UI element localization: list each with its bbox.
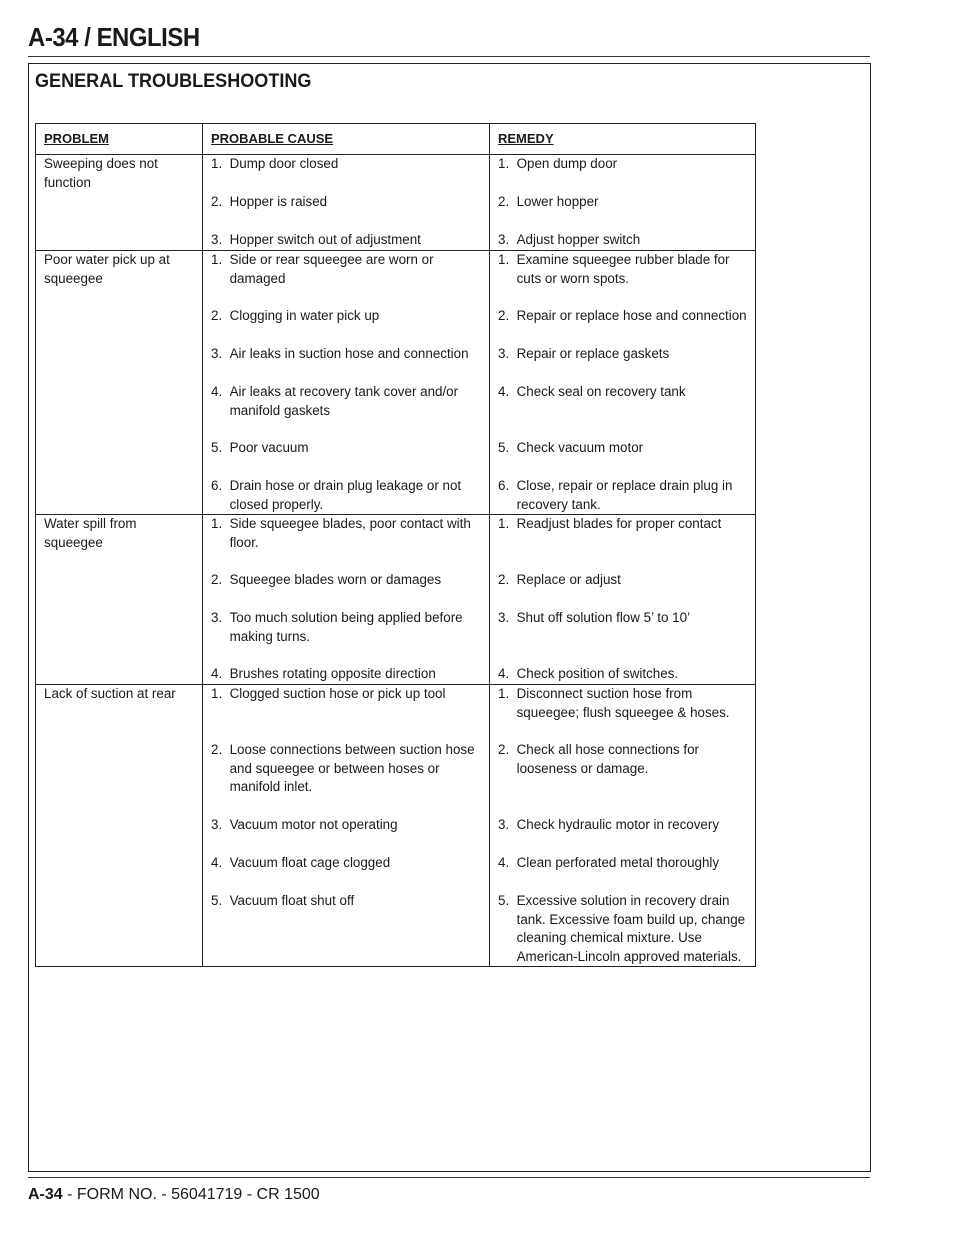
probable-cause-cell bbox=[203, 251, 490, 515]
remedy-item: 4. Check position of switches. bbox=[498, 666, 679, 681]
remedy-item: 6. Close, repair or replace drain plug in recovery tank. bbox=[498, 478, 733, 512]
cause-item: 1. Side or rear squeegee are worn or damaged bbox=[211, 252, 434, 286]
cause-item: 1. Side squeegee blades, poor contact with floor. bbox=[211, 516, 471, 550]
page-footer bbox=[28, 1186, 320, 1204]
remedy-item: 3. Repair or replace gaskets bbox=[498, 346, 670, 361]
cause-item: 2. Squeegee blades worn or damages bbox=[211, 572, 442, 587]
probable-cause-cell bbox=[203, 685, 490, 967]
problem-cell: Poor water pick up at squeegee bbox=[36, 251, 203, 515]
remedy-item: 1. Examine squeegee rubber blade for cuts or worn spots. bbox=[498, 252, 730, 286]
remedy-item: 1. Readjust blades for proper contact bbox=[498, 516, 722, 531]
cause-item: 3. Hopper switch out of adjustment bbox=[211, 232, 421, 247]
remedy-cell bbox=[490, 515, 756, 685]
cause-item: 1. Clogged suction hose or pick up tool bbox=[211, 686, 446, 701]
remedy-cell bbox=[490, 251, 756, 515]
remedy-cell bbox=[490, 155, 756, 251]
remedy-item: 3. Shut off solution flow 5’ to 10’ bbox=[498, 610, 691, 625]
table-row bbox=[36, 155, 756, 251]
footer-divider bbox=[28, 1177, 870, 1178]
page-title: A-34 / ENGLISH bbox=[28, 22, 200, 52]
cause-item: 5. Poor vacuum bbox=[211, 440, 309, 455]
problem-cell: Water spill from squeegee bbox=[36, 515, 203, 685]
table-row bbox=[36, 251, 756, 515]
table-row bbox=[36, 685, 756, 967]
remedy-item: 5. Check vacuum motor bbox=[498, 440, 644, 455]
cause-item: 2. Clogging in water pick up bbox=[211, 308, 380, 323]
cause-item: 3. Air leaks in suction hose and connection bbox=[211, 346, 469, 361]
remedy-cell bbox=[490, 685, 756, 967]
column-header-probable-cause: PROBABLE CAUSE bbox=[203, 124, 490, 155]
cause-item: 3. Too much solution being applied before making turns. bbox=[211, 610, 463, 644]
remedy-item: 2. Lower hopper bbox=[498, 194, 599, 209]
footer-form-number: - FORM NO. - 56041719 - CR 1500 bbox=[62, 1186, 320, 1203]
remedy-item: 2. Replace or adjust bbox=[498, 572, 621, 587]
remedy-item: 3. Adjust hopper switch bbox=[498, 232, 641, 247]
remedy-item: 4. Clean perforated metal thoroughly bbox=[498, 855, 720, 870]
cause-item: 4. Vacuum float cage clogged bbox=[211, 855, 391, 870]
footer-page-number: A-34 bbox=[28, 1186, 63, 1203]
cause-item: 2. Loose connections between suction hose and squeegee or between hoses or manifold inlet. bbox=[211, 742, 475, 794]
problem-cell: Lack of suction at rear bbox=[36, 685, 203, 967]
column-header-problem: PROBLEM bbox=[36, 124, 203, 155]
section-title: GENERAL TROUBLESHOOTING bbox=[35, 71, 312, 92]
header-divider bbox=[28, 56, 870, 57]
column-header-remedy: REMEDY bbox=[490, 124, 756, 155]
remedy-item: 4. Check seal on recovery tank bbox=[498, 384, 686, 399]
cause-item: 6. Drain hose or drain plug leakage or not closed properly. bbox=[211, 478, 462, 512]
cause-item: 3. Vacuum motor not operating bbox=[211, 817, 398, 832]
remedy-item: 1. Open dump door bbox=[498, 156, 618, 171]
remedy-item: 3. Check hydraulic motor in recovery bbox=[498, 817, 720, 832]
remedy-item: 2. Check all hose connections for looseness or damage. bbox=[498, 742, 699, 776]
remedy-item: 1. Disconnect suction hose from squeegee; flush squeegee & hoses. bbox=[498, 686, 730, 720]
problem-cell: Sweeping does not function bbox=[36, 155, 203, 251]
table-row bbox=[36, 515, 756, 685]
cause-item: 2. Hopper is raised bbox=[211, 194, 328, 209]
probable-cause-cell bbox=[203, 155, 490, 251]
table-header-row bbox=[36, 124, 756, 155]
cause-item: 1. Dump door closed bbox=[211, 156, 339, 171]
cause-item: 4. Brushes rotating opposite direction bbox=[211, 666, 436, 681]
troubleshooting-table bbox=[35, 123, 756, 967]
cause-item: 4. Air leaks at recovery tank cover and/or manifold gaskets bbox=[211, 384, 459, 418]
remedy-item: 2. Repair or replace hose and connection bbox=[498, 308, 747, 323]
probable-cause-cell bbox=[203, 515, 490, 685]
cause-item: 5. Vacuum float shut off bbox=[211, 893, 355, 908]
remedy-item: 5. Excessive solution in recovery drain tank. Excessive foam build up, change cleaning chemical mixture. Use American-Lincoln approved materials. bbox=[498, 893, 746, 964]
